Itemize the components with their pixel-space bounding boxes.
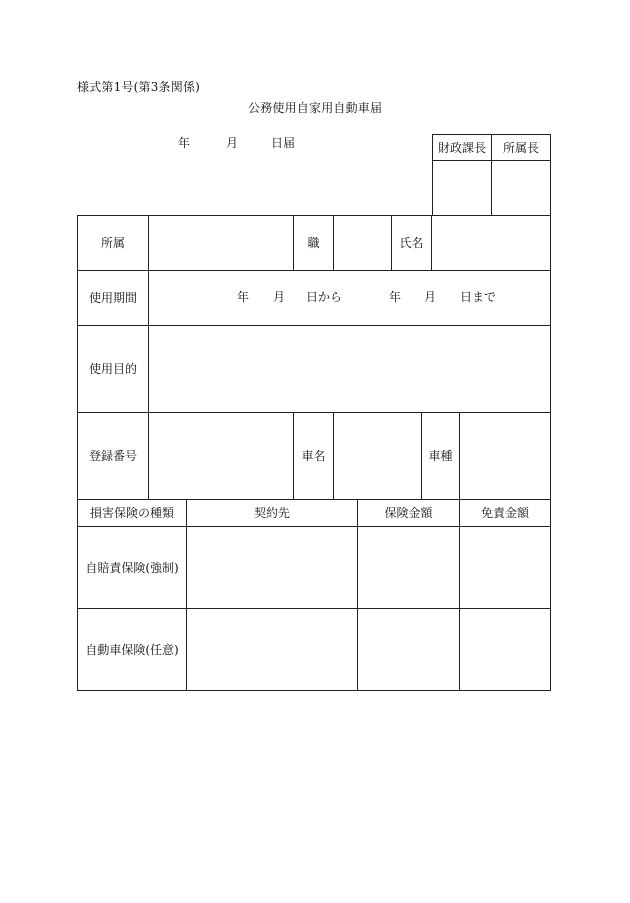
car-type-label: 車種	[428, 449, 453, 463]
voluntary-contractor-cell[interactable]	[186, 608, 358, 691]
affiliation-label: 所属	[100, 236, 125, 250]
approval-department-head-header	[491, 134, 551, 161]
position-label: 職	[307, 236, 320, 250]
compulsory-deductible-cell[interactable]	[459, 526, 551, 609]
period-to-month: 月	[424, 290, 437, 304]
period-value-cell[interactable]	[148, 270, 551, 326]
compulsory-contractor-cell[interactable]	[186, 526, 358, 609]
registration-value-cell[interactable]	[148, 412, 294, 500]
purpose-value-cell[interactable]	[148, 325, 551, 413]
compulsory-amount-cell[interactable]	[357, 526, 460, 609]
voluntary-insurance-label: 自動車保険(任意)	[85, 642, 179, 657]
period-label-cell	[77, 270, 149, 326]
period-from-day: 日から	[306, 290, 343, 304]
period-from-month: 月	[273, 290, 286, 304]
compulsory-insurance-label-cell	[77, 526, 187, 609]
insurance-type-header: 損害保険の種類	[89, 506, 174, 520]
voluntary-amount-cell[interactable]	[357, 608, 460, 691]
voluntary-insurance-label-cell	[77, 608, 187, 691]
approval-department-head-label: 所属長	[502, 140, 539, 155]
period-from-year: 年	[237, 290, 250, 304]
registration-label: 登録番号	[88, 449, 137, 463]
purpose-label: 使用目的	[88, 362, 137, 376]
insurance-deductible-header-cell	[459, 499, 551, 527]
insurance-deductible-header: 免責金額	[480, 506, 529, 520]
period-to-year: 年	[389, 290, 402, 304]
insurance-type-header-cell	[77, 499, 187, 527]
document-title: 公務使用自家用自動車届	[248, 101, 383, 115]
compulsory-insurance-label: 自賠責保険(強制)	[85, 560, 179, 575]
insurance-contractor-header-cell	[186, 499, 358, 527]
car-name-value-cell[interactable]	[333, 412, 422, 500]
name-value-cell[interactable]	[431, 215, 551, 271]
approval-department-head-stamp	[491, 160, 551, 216]
submit-date-year: 年	[178, 136, 191, 150]
affiliation-value-cell[interactable]	[148, 215, 294, 271]
car-name-label-cell	[293, 412, 334, 500]
name-label: 氏名	[399, 236, 424, 250]
purpose-label-cell	[77, 325, 149, 413]
period-to-day: 日まで	[460, 290, 497, 304]
registration-label-cell	[77, 412, 149, 500]
car-type-label-cell	[421, 412, 460, 500]
name-label-cell	[391, 215, 432, 271]
approval-finance-manager-stamp	[432, 160, 492, 216]
approval-finance-manager-label: 財政課長	[437, 140, 486, 155]
approval-finance-manager-header	[432, 134, 492, 161]
voluntary-deductible-cell[interactable]	[459, 608, 551, 691]
position-value-cell[interactable]	[333, 215, 392, 271]
insurance-amount-header: 保険金額	[384, 506, 433, 520]
car-name-label: 車名	[301, 449, 326, 463]
period-label: 使用期間	[88, 291, 137, 305]
affiliation-label-cell	[77, 215, 149, 271]
submit-date-day: 日届	[271, 136, 296, 150]
car-type-value-cell[interactable]	[459, 412, 551, 500]
position-label-cell	[293, 215, 334, 271]
insurance-amount-header-cell	[357, 499, 460, 527]
insurance-contractor-header: 契約先	[253, 506, 290, 520]
form-number: 様式第1号(第3条関係)	[77, 80, 201, 94]
submit-date-month: 月	[226, 136, 239, 150]
